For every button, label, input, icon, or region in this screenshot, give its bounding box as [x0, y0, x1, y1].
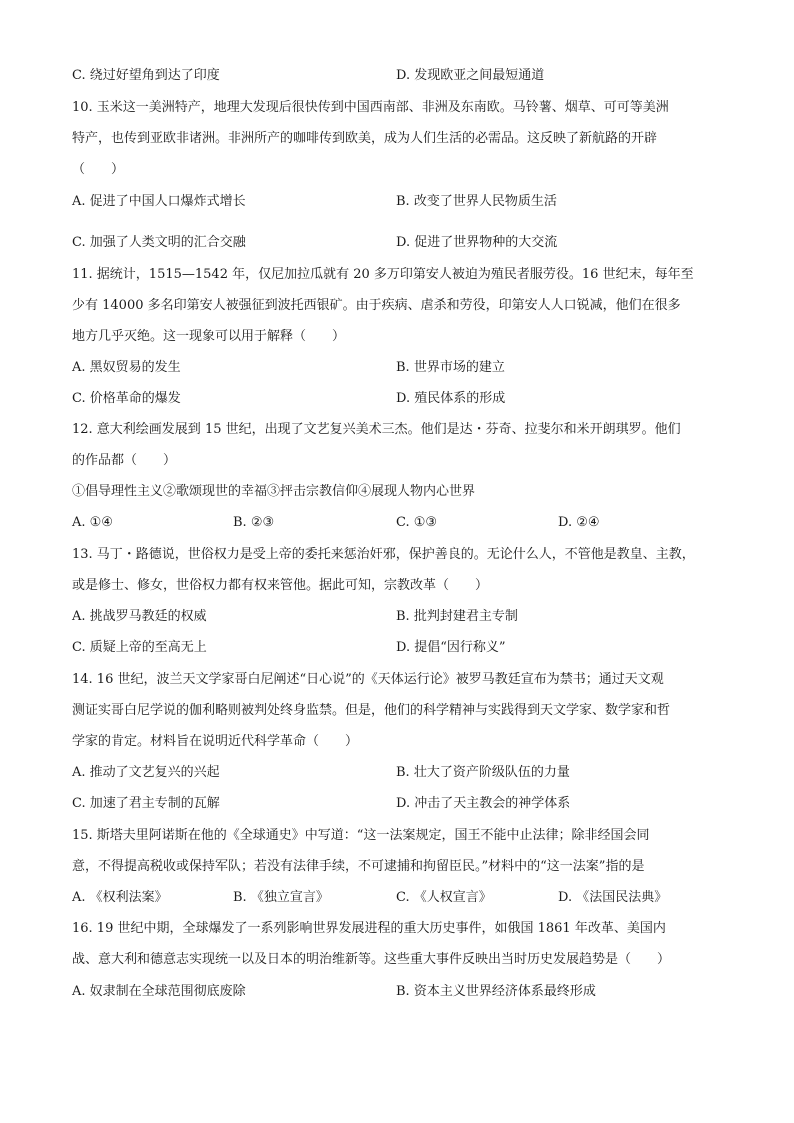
q15-option-d: D. 《法国民法典》 [558, 890, 668, 905]
q13-option-a: A. 挑战罗马教廷的权威 [72, 609, 207, 624]
q13-option-b: B. 批判封建君主专制 [396, 609, 518, 624]
q15-option-b: B. 《独立宣言》 [233, 890, 329, 905]
q11-option-d: D. 殖民体系的形成 [396, 391, 506, 406]
q10-option-b: B. 改变了世界人民物质生活 [396, 194, 557, 209]
q9-option-d: D. 发现欧亚之间最短通道 [396, 68, 545, 83]
q14-option-c: C. 加速了君主专制的瓦解 [72, 796, 220, 811]
q15-stem-line-2: 意，不得提高税收或保持军队；若没有法律手续，不可逮捕和拘留臣民。”材料中的“这一法案”指的是 [72, 859, 645, 874]
q12-option-b: B. ②③ [233, 515, 275, 530]
q11-option-a: A. 黑奴贸易的发生 [72, 360, 181, 375]
q12-stem-line-1: 12. 意大利绘画发展到 15 世纪，出现了文艺复兴美术三杰。他们是达・芬奇、拉斐尔和米开朗琪罗。他们 [72, 422, 681, 437]
q14-stem-line-1: 14. 16 世纪，波兰天文学家哥白尼阐述“日心说”的《天体运行论》被罗马教廷宣布为禁书；通过天文观 [72, 672, 664, 687]
q15-option-a: A. 《权利法案》 [72, 890, 168, 905]
q12-option-d: D. ②④ [558, 515, 600, 530]
q13-stem-line-2: 或是修士、修女，世俗权力都有权来管他。据此可知，宗教改革（ ） [72, 578, 489, 593]
q12-statements: ①倡导理性主义②歌颂现世的幸福③抨击宗教信仰④展现人物内心世界 [72, 484, 476, 499]
q10-option-a: A. 促进了中国人口爆炸式增长 [72, 194, 246, 209]
q13-stem-line-1: 13. 马丁・路德说，世俗权力是受上帝的委托来惩治奸邪，保护善良的。无论什么人，不管他是教皇、主教， [72, 547, 695, 562]
q15-stem-line-1: 15. 斯塔夫里阿诺斯在他的《全球通史》中写道：“这一法案规定，国王不能中止法律；除非经国会同 [72, 828, 650, 843]
q14-option-a: A. 推动了文艺复兴的兴起 [72, 765, 220, 780]
q10-stem-line-2: 特产，也传到亚欧非诸洲。非洲所产的咖啡传到欧美，成为人们生活的必需品。这反映了新航路的开辟 [72, 131, 658, 146]
q14-stem-line-2: 测证实哥白尼学说的伽利略则被判处终身监禁。但是，他们的科学精神与实践得到天文学家、数学家和哲 [72, 703, 671, 718]
q10-option-d: D. 促进了世界物种的大交流 [396, 235, 558, 250]
q10-stem-line-1: 10. 玉米这一美洲特产，地理大发现后很快传到中国西南部、非洲及东南欧。马铃薯、烟草、可可等美洲 [72, 100, 669, 115]
q15-option-c: C. 《人权宣言》 [396, 890, 492, 905]
q9-option-c: C. 绕过好望角到达了印度 [72, 68, 220, 83]
q13-option-d: D. 提倡“因行称义” [396, 640, 506, 655]
q11-stem-line-3: 地方几乎灭绝。这一现象可以用于解释（ ） [72, 329, 346, 344]
q14-stem-line-3: 学家的肯定。材料旨在说明近代科学革命（ ） [72, 734, 359, 749]
q10-option-c: C. 加强了人类文明的汇合交融 [72, 235, 246, 250]
q12-option-a: A. ①④ [72, 515, 113, 530]
q12-option-c: C. ①③ [396, 515, 438, 530]
q11-option-b: B. 世界市场的建立 [396, 360, 505, 375]
q16-option-b: B. 资本主义世界经济体系最终形成 [396, 984, 596, 999]
q14-option-b: B. 壮大了资产阶级队伍的力量 [396, 765, 570, 780]
q12-stem-line-2: 的作品都（ ） [72, 453, 177, 468]
q11-stem-line-1: 11. 据统计，1515—1542 年，仅尼加拉瓜就有 20 多万印第安人被迫为殖民者服劳役。16 世纪末，每年至 [72, 267, 694, 282]
q16-stem-line-1: 16. 19 世纪中期，全球爆发了一系列影响世界发展进程的重大历史事件，如俄国 1861 年改革、美国内 [72, 921, 666, 936]
q11-option-c: C. 价格革命的爆发 [72, 391, 181, 406]
q11-stem-line-2: 少有 14000 多名印第安人被强征到波托西银矿。由于疾病、虐杀和劳役，印第安人人口锐减，他们在很多 [72, 298, 681, 313]
q16-option-a: A. 奴隶制在全球范围彻底废除 [72, 984, 246, 999]
q14-option-d: D. 冲击了天主教会的神学体系 [396, 796, 571, 811]
q10-stem-line-3: （ ） [72, 162, 125, 177]
q13-option-c: C. 质疑上帝的至高无上 [72, 640, 207, 655]
q16-stem-line-2: 战、意大利和德意志实现统一以及日本的明治维新等。这些重大事件反映出当时历史发展趋势是（ ） [72, 952, 671, 967]
